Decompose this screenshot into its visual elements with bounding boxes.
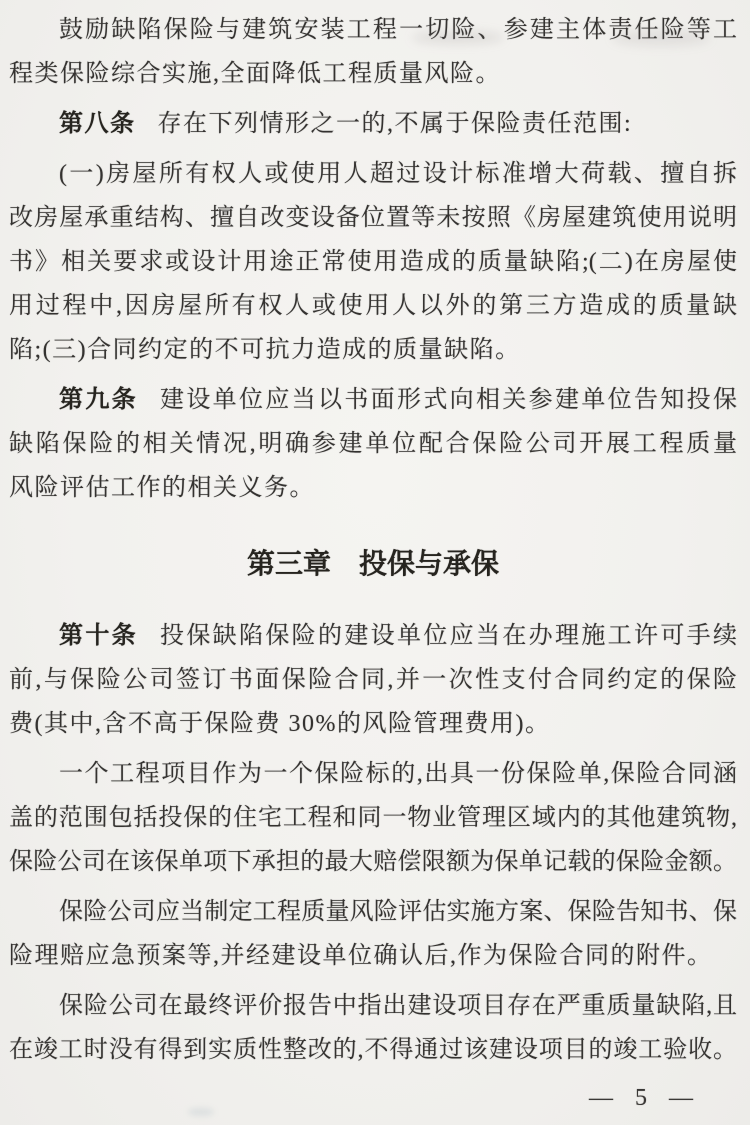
chapter-number: 第三章 <box>246 548 331 579</box>
body-line: 一个工程项目作为一个保险标的,出具一份保险单,保险合同涵 <box>59 761 737 787</box>
body-line: 前,与保险公司签订书面保险合同,并一次性支付合同约定的保险 <box>9 667 737 693</box>
body-line: 程类保险综合实施,全面降低工程质量风险。 <box>9 61 501 87</box>
body-line: 盖的范围包括投保的住宅工程和同一物业管理区域内的其他建筑物, <box>9 805 737 831</box>
line-text: 投保缺陷保险的建设单位应当在办理施工许可手续 <box>160 623 737 649</box>
body-line: 鼓励缺陷保险与建筑安装工程一切险、参建主体责任险等工 <box>59 17 737 43</box>
body-line: 保险公司在该保单项下承担的最大赔偿限额为保单记载的保险金额。 <box>9 849 737 875</box>
page-number: — 5 — <box>589 1085 695 1111</box>
article-line <box>9 102 737 146</box>
body-line: (一)房屋所有权人或使用人超过设计标准增大荷载、擅自拆 <box>59 161 737 187</box>
line-text: 建设单位应当以书面形式向相关参建单位告知投保 <box>160 387 737 413</box>
article-number-label: 第八条 <box>59 110 136 137</box>
article-line <box>9 614 737 658</box>
article-line <box>9 378 737 422</box>
body-line: 险理赔应急预案等,并经建设单位确认后,作为保险合同的附件。 <box>9 943 713 969</box>
body-line: 在竣工时没有得到实质性整改的,不得通过该建设项目的竣工验收。 <box>9 1037 737 1063</box>
body-line: 风险评估工作的相关义务。 <box>9 475 315 501</box>
body-line: 缺陷保险的相关情况,明确参建单位配合保险公司开展工程质量 <box>9 431 737 457</box>
article-number-label: 第十条 <box>59 622 138 649</box>
chapter-title: 投保与承保 <box>359 548 500 579</box>
body-line: 用过程中,因房屋所有权人或使用人以外的第三方造成的质量缺 <box>9 293 737 319</box>
body-line: 费(其中,含不高于保险费 30%的风险管理费用)。 <box>9 711 551 737</box>
body-line: 改房屋承重结构、擅自改变设备位置等未按照《房屋建筑使用说明 <box>9 205 737 231</box>
body-line: 书》相关要求或设计用途正常使用造成的质量缺陷;(二)在房屋使 <box>9 249 737 275</box>
line-text: 存在下列情形之一的,不属于保险责任范围: <box>157 111 633 137</box>
chapter-heading <box>9 542 737 586</box>
article-number-label: 第九条 <box>59 386 138 413</box>
body-line: 陷;(三)合同约定的不可抗力造成的质量缺陷。 <box>9 337 521 363</box>
body-line: 保险公司应当制定工程质量风险评估实施方案、保险告知书、保 <box>59 899 737 925</box>
body-line: 保险公司在最终评价报告中指出建设项目存在严重质量缺陷,且 <box>59 993 737 1019</box>
